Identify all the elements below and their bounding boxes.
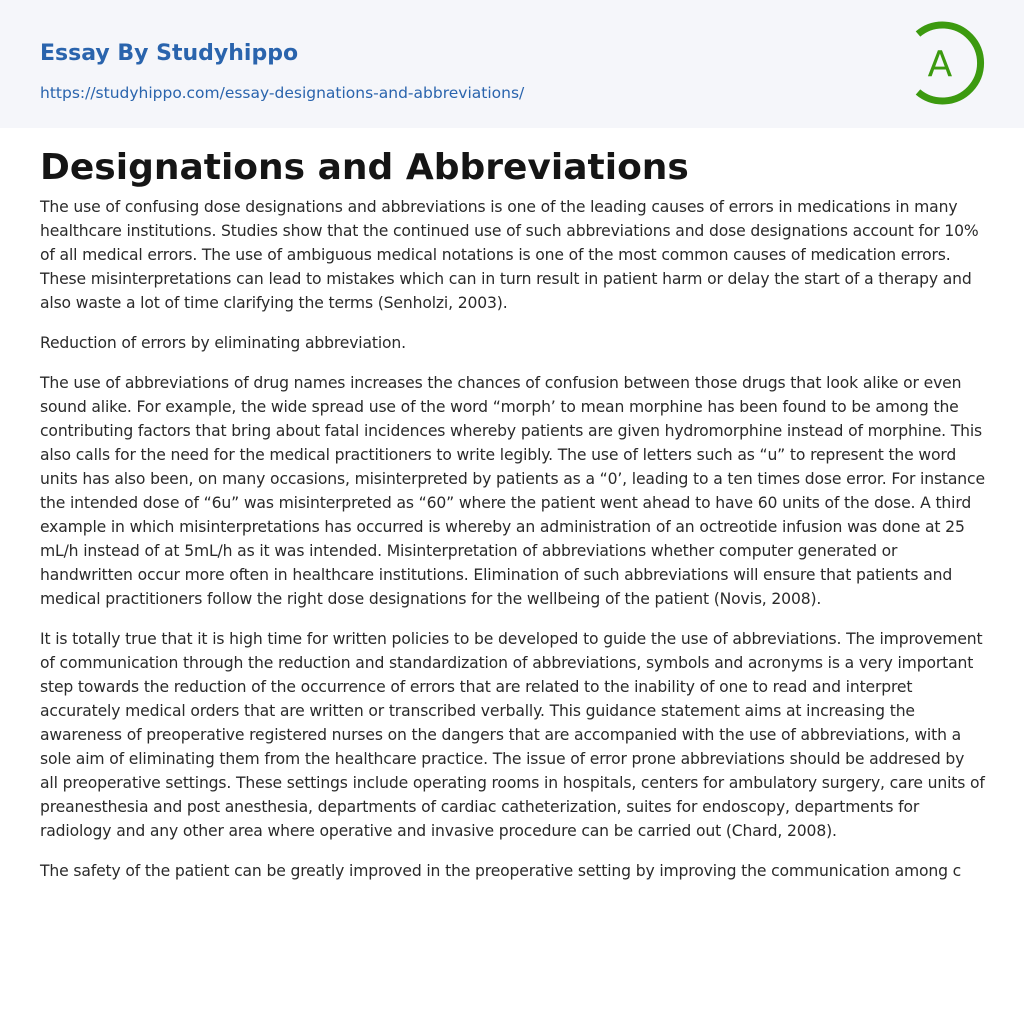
- article-body: [40, 195, 985, 899]
- paragraph: Reduction of errors by eliminating abbreviation.: [40, 334, 406, 352]
- logo-letter: A: [927, 44, 953, 85]
- paragraph: It is totally true that it is high time for written policies to be developed to guide the use of abbreviations. The improvement of communication through the reduction and standardization of abbreviations, symbols and acronyms is a very important step towards the reduction of the occurrence of errors that are related to the inability of one to read and interpret accurately medical orders that are written or transcribed verbally. This guidance statement aims at increasing the awareness of preoperative registered nurses on the dangers that are accompanied with the use of abbreviations, with a sole aim of eliminating them from the healthcare practice. The issue of error prone abbreviations should be addresed by all preoperative settings. These settings include operating rooms in hospitals, centers for ambulatory surgery, care units of preanesthesia and post anesthesia, departments of cardiac catheterization, suites for endoscopy, departments for radiology and any other area where operative and invasive procedure can be carried out (Chard, 2008).: [40, 630, 985, 840]
- paragraph: The use of abbreviations of drug names increases the chances of confusion between those drugs that look alike or even sound alike. For example, the wide spread use of the word “morph’ to mean morphine has been found to be among the contributing factors that bring about fatal incidences whereby patients are given hydromorphine instead of morphine. This also calls for the need for the medical practitioners to write legibly. The use of letters such as “u” to represent the word units has also been, on many occasions, misinterpreted by patients as a “0’, leading to a ten times dose error. For instance the intended dose of “6u” was misinterpreted as “60” where the patient went ahead to have 60 units of the dose. A third example in which misinterpretations has occurred is whereby an administration of an octreotide infusion was done at 25 mL/h instead of at 5mL/h as it was intended. Misinterpretation of abbreviations whether computer generated or handwritten occur more often in healthcare institutions. Elimination of such abbreviations will ensure that patients and medical practitioners follow the right dose designations for the wellbeing of the patient (Novis, 2008).: [40, 374, 985, 608]
- article-title: Designations and Abbreviations: [40, 147, 689, 188]
- studyhippo-logo-icon[interactable]: [908, 20, 988, 106]
- site-title[interactable]: Essay By Studyhippo: [40, 41, 299, 66]
- paragraph: The safety of the patient can be greatly improved in the preoperative setting by improving the communication among c: [40, 862, 962, 880]
- source-url-link[interactable]: https://studyhippo.com/essay-designations-and-abbreviations/: [40, 84, 525, 102]
- paragraph: The use of confusing dose designations and abbreviations is one of the leading causes of errors in medications in many healthcare institutions. Studies show that the continued use of such abbreviations and dose designations account for 10% of all medical errors. The use of ambiguous medical notations is one of the most common causes of medication errors. These misinterpretations can lead to mistakes which can in turn result in patient harm or delay the start of a therapy and also waste a lot of time clarifying the terms (Senholzi, 2003).: [40, 198, 979, 312]
